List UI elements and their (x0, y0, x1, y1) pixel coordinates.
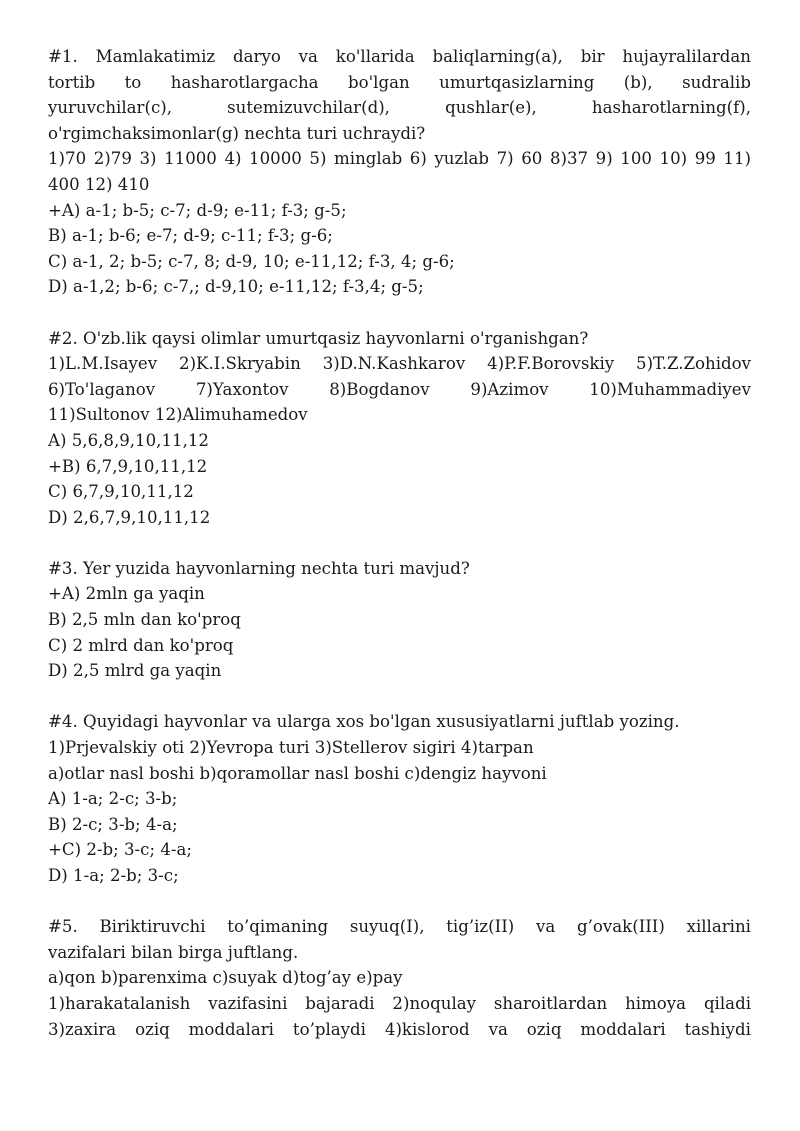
answer-option: B) 2,5 mln dan ko'proq (48, 610, 241, 630)
question-text-line: #1. Mamlakatimiz daryo va ko'llarida baliqlarning(a), bir hujayralilardan (48, 47, 751, 66)
list-line: 1)Prjevalskiy oti 2)Yevropa turi 3)Stellerov sigiri 4)tarpan (48, 738, 534, 758)
list-line: 400 12) 410 (48, 174, 150, 194)
answer-option: C) 2 mlrd dan ko'proq (48, 635, 234, 655)
answer-option: +C) 2-b; 3-c; 4-a; (48, 840, 192, 860)
answer-option: C) a-1, 2; b-5; c-7, 8; d-9, 10; e-11,12; f-3, 4; g-6; (48, 251, 455, 271)
list-line: a)qon b)parenxima c)suyak d)tog’ay e)pay (48, 968, 403, 988)
question-text-line: #4. Quyidagi hayvonlar va ularga xos bo'lgan xususiyatlarni juftlab yozing. (48, 712, 680, 732)
list-line: 1)L.M.Isayev 2)K.I.Skryabin 3)D.N.Kashkarov 4)P.F.Borovskiy 5)T.Z.Zohidov (48, 354, 751, 374)
answer-option: A) 5,6,8,9,10,11,12 (48, 430, 209, 450)
answer-option: B) 2-c; 3-b; 4-a; (48, 814, 178, 834)
question-1 (48, 44, 751, 300)
document-page (48, 44, 751, 1068)
list-line: 3)zaxira oziq moddalari to’playdi 4)kislorod va oziq moddalari tashiydi (48, 1019, 751, 1039)
answer-option: D) 2,6,7,9,10,11,12 (48, 507, 211, 527)
list-line: 1)harakatalanish vazifasini bajaradi 2)noqulay sharoitlardan himoya qiladi (48, 993, 751, 1013)
question-4 (48, 709, 751, 888)
list-line: 1)70 2)79 3) 11000 4) 10000 5) minglab 6) yuzlab 7) 60 8)37 9) 100 10) 99 11) (48, 149, 751, 169)
list-line: 6)To'laganov 7)Yaxontov 8)Bogdanov 9)Azimov 10)Muhammadiyev (48, 379, 751, 399)
question-text-line: #5. Biriktiruvchi to’qimaning suyuq(I), tig’iz(II) va g’ovak(III) xillarini (48, 917, 751, 937)
question-text-line: yuruvchilar(c), sutemizuvchilar(d), qushlar(e), hasharotlarning(f), (48, 98, 751, 118)
answer-option: A) 1-a; 2-c; 3-b; (48, 789, 178, 809)
answer-option: C) 6,7,9,10,11,12 (48, 482, 194, 502)
question-text-line: tortib to hasharotlargacha bo'lgan umurtqasizlarning (b), sudralib (48, 72, 751, 92)
answer-option: +B) 6,7,9,10,11,12 (48, 456, 208, 476)
list-line: a)otlar nasl boshi b)qoramollar nasl boshi c)dengiz hayvoni (48, 763, 547, 783)
answer-option: D) a-1,2; b-6; c-7,; d-9,10; e-11,12; f-3,4; g-5; (48, 277, 424, 297)
answer-option: +A) 2mln ga yaqin (48, 584, 205, 604)
answer-option: D) 2,5 mlrd ga yaqin (48, 661, 222, 681)
answer-option: D) 1-a; 2-b; 3-c; (48, 866, 179, 885)
question-3 (48, 556, 751, 684)
question-text-line: vazifalari bilan birga juftlang. (48, 942, 299, 962)
answer-option: B) a-1; b-6; e-7; d-9; c-11; f-3; g-6; (48, 226, 333, 246)
question-text-line: #3. Yer yuzida hayvonlarning nechta turi mavjud? (48, 558, 470, 578)
question-text-line: o'rgimchaksimonlar(g) nechta turi uchraydi? (48, 123, 426, 143)
answer-option: +A) a-1; b-5; c-7; d-9; e-11; f-3; g-5; (48, 200, 347, 220)
question-2 (48, 326, 751, 531)
question-5 (48, 914, 751, 1042)
list-line: 11)Sultonov 12)Alimuhamedov (48, 405, 308, 425)
question-text-line: #2. O'zb.lik qaysi olimlar umurtqasiz hayvonlarni o'rganishgan? (48, 328, 589, 348)
